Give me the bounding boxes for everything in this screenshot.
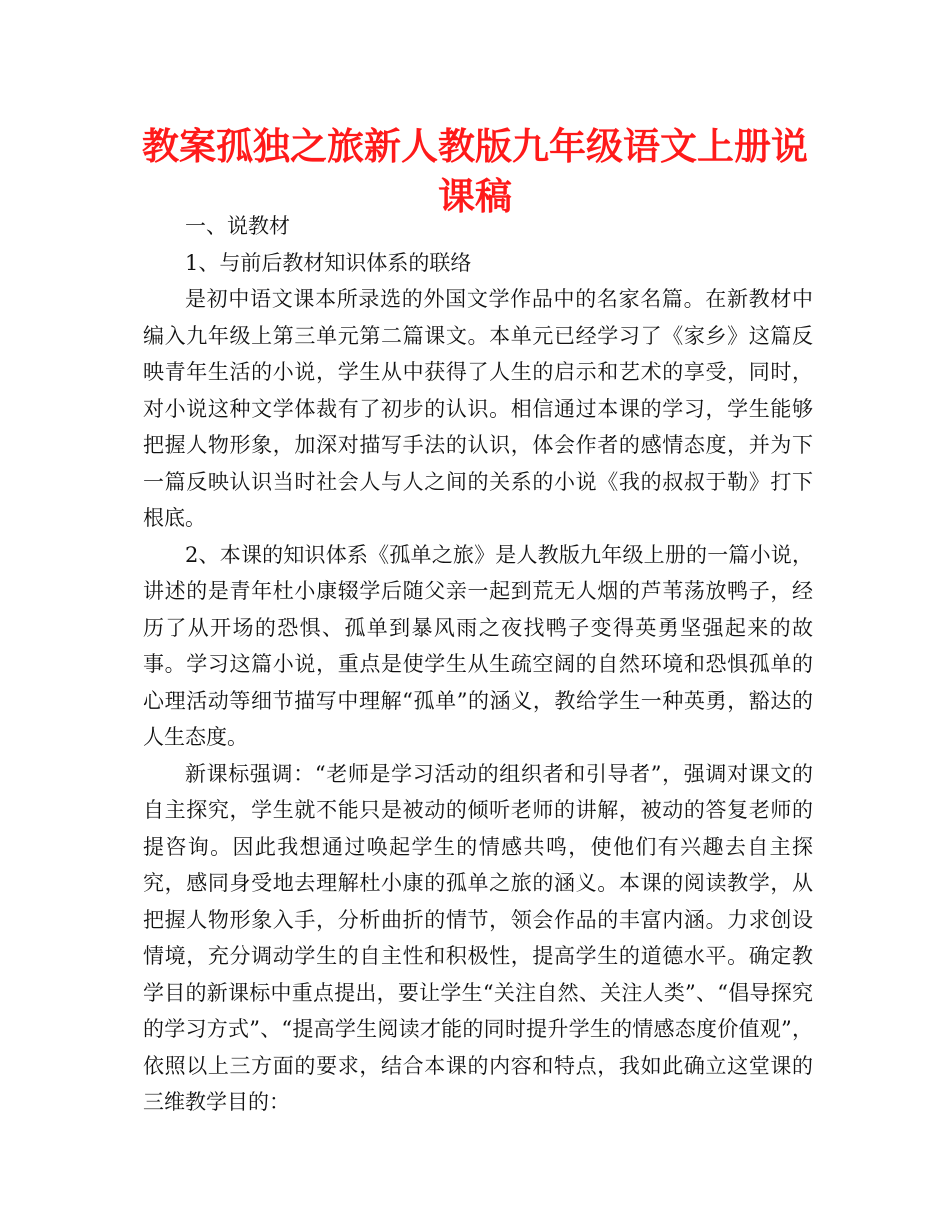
body-paragraph: 2、本课的知识体系《孤单之旅》是人教版九年级上册的一篇小说，讲述的是青年杜小康辍学后随父亲一起到荒无人烟的芦苇荡放鸭子，经历了从开场的恐惧、孤单到暴风雨之夜找鸭子变得英勇坚强起来的故事。学习这篇小说，重点是使学生从生疏空阔的自然环境和恐惧孤单的心理活动等细节描写中理解“孤单”的涵义，教给学生一种英勇，豁达的人生态度。 xyxy=(143,542,813,749)
body-paragraph: 新课标强调：“老师是学习活动的组织者和引导者”，强调对课文的自主探究，学生就不能只是被动的倾听老师的讲解，被动的答复老师的提咨询。因此我想通过唤起学生的情感共鸣，使他们有兴趣去自主探究，感同身受地去理解杜小康的孤单之旅的涵义。本课的阅读教学，从把握人物形象入手，分析曲折的情节，领会作品的丰富内涵。力求创设情境，充分调动学生的自主性和积极性，提高学生的道德水平。确定教学目的新课标中重点提出，要让学生“关注自然、关注人类”、“倡导探究的学习方式”、“提高学生阅读才能的同时提升学生的情感态度价值观”，依照以上三方面的要求，结合本课的内容和特点，我如此确立这堂课的三维教学目的： xyxy=(143,761,813,1114)
document-title: 教案孤独之旅新人教版九年级语文上册说课稿 xyxy=(142,124,808,218)
body-paragraph: 是初中语文课本所录选的外国文学作品中的名家名篇。在新教材中编入九年级上第三单元第二篇课文。本单元已经学习了《家乡》这篇反映青年生活的小说，学生从中获得了人生的启示和艺术的享受，同时，对小说这种文学体裁有了初步的认识。相信通过本课的学习，学生能够把握人物形象，加深对描写手法的认识，体会作者的感情态度，并为下一篇反映认识当时社会人与人之间的关系的小说《我的叔叔于勒》打下根底。 xyxy=(143,287,813,530)
document-body xyxy=(143,208,813,1121)
section-heading: 一、说教材 xyxy=(185,214,290,238)
subsection-heading: 1、与前后教材知识体系的联络 xyxy=(185,250,472,275)
